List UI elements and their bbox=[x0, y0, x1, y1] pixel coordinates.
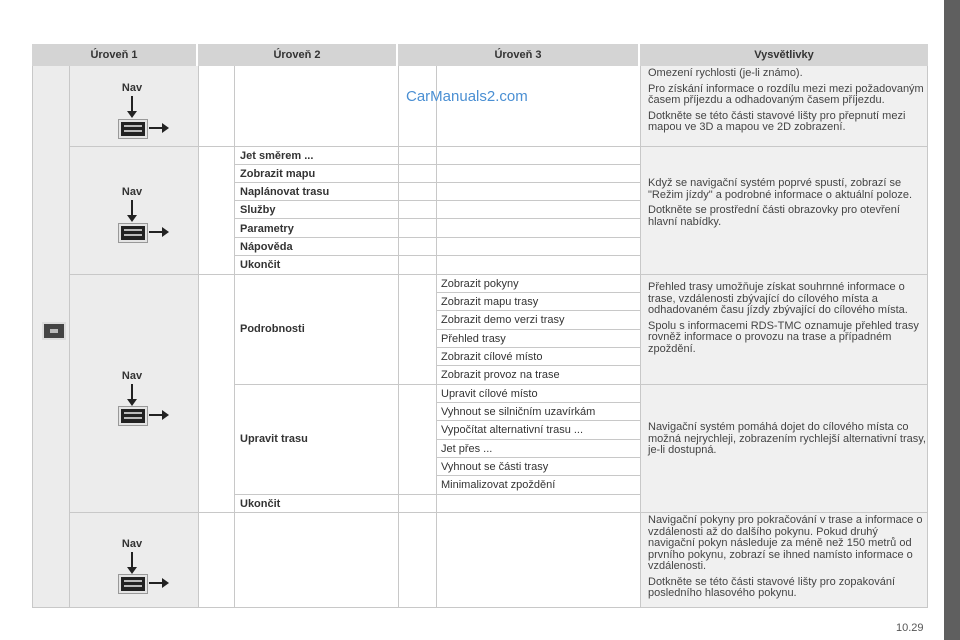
row-divider bbox=[234, 255, 640, 256]
right-arrow-icon bbox=[149, 127, 163, 129]
page-number: 10.29 bbox=[896, 622, 924, 634]
submenu-item-zobrazit-mapu-trasy[interactable]: Zobrazit mapu trasy bbox=[441, 296, 539, 308]
navigation-mode-icon bbox=[42, 322, 66, 340]
row-divider bbox=[436, 475, 640, 476]
description-text: Dotkněte se této části stavové lišty pro zopakování posledního hlasového pokynu. bbox=[648, 575, 896, 599]
submenu-item-upravit-cilove-misto[interactable]: Upravit cílové místo bbox=[441, 388, 538, 400]
screen-icon bbox=[119, 575, 147, 593]
row-divider bbox=[234, 182, 640, 183]
right-arrow-icon bbox=[149, 414, 163, 416]
row-divider bbox=[436, 347, 640, 348]
nav-column bbox=[69, 66, 198, 608]
row-divider bbox=[69, 146, 928, 147]
header-level3 bbox=[398, 44, 638, 66]
row-divider bbox=[234, 164, 640, 165]
menu-item-ukoncit[interactable]: Ukončit bbox=[240, 259, 281, 271]
row-divider bbox=[436, 310, 640, 311]
header-explanations-label: Vysvětlivky bbox=[754, 49, 814, 61]
description-text: Dotkněte se této části stavové lišty pro přepnutí mezi mapou ve 3D a mapou ve 2D zobrazení. bbox=[648, 109, 906, 133]
level3-indent-column bbox=[398, 66, 436, 608]
down-arrow-icon bbox=[131, 96, 133, 112]
row-divider bbox=[436, 457, 640, 458]
submenu-item-alternativni-trasa[interactable]: Vypočítat alternativní trasu ... bbox=[441, 424, 584, 436]
screen-icon bbox=[119, 407, 147, 425]
submenu-item-prehled-trasy[interactable]: Přehled trasy bbox=[441, 333, 506, 345]
header-explanations bbox=[640, 44, 928, 66]
screen-icon bbox=[119, 224, 147, 242]
down-arrow-icon bbox=[131, 200, 133, 216]
row-divider bbox=[436, 292, 640, 293]
submenu-item-vyhnout-uzavirkam[interactable]: Vyhnout se silničním uzavírkám bbox=[441, 406, 596, 418]
header-level2-label: Úroveň 2 bbox=[273, 49, 321, 61]
row-divider bbox=[69, 512, 928, 513]
level2-column bbox=[234, 66, 398, 608]
upravit-description bbox=[648, 422, 928, 461]
description-text: Když se navigační systém poprvé spustí, zobrazí se "Režim jízdy" a podrobné informace o aktuální poloze. bbox=[648, 177, 913, 201]
submenu-item-minimalizovat-zpozdeni[interactable]: Minimalizovat zpoždění bbox=[441, 479, 556, 491]
row-divider bbox=[234, 218, 640, 219]
menu-item-naplanovat-trasu[interactable]: Naplánovat trasu bbox=[240, 186, 330, 198]
submenu-item-zobrazit-provoz[interactable]: Zobrazit provoz na trase bbox=[441, 369, 560, 381]
menu-item-jet-smerem[interactable]: Jet směrem ... bbox=[240, 150, 314, 162]
nav-label: Nav bbox=[121, 82, 143, 94]
row-divider bbox=[436, 420, 640, 421]
row-divider bbox=[234, 384, 928, 385]
submenu-item-vyhnout-casti-trasy[interactable]: Vyhnout se části trasy bbox=[441, 461, 549, 473]
description-text: Spolu s informacemi RDS-TMC oznamuje přehled trasy rovněž informace o provozu na trase a případném zpoždění. bbox=[648, 319, 919, 355]
podrobnosti-description bbox=[648, 282, 928, 359]
row-divider bbox=[436, 365, 640, 366]
menu-item-upravit-trasu[interactable]: Upravit trasu bbox=[240, 433, 308, 445]
nav-label: Nav bbox=[121, 370, 143, 382]
submenu-item-zobrazit-cilove-misto[interactable]: Zobrazit cílové místo bbox=[441, 351, 543, 363]
submenu-item-zobrazit-pokyny[interactable]: Zobrazit pokyny bbox=[441, 278, 519, 290]
description-text: Navigační systém pomáhá dojet do cílového místa co možná nejrychleji, zobrazením rychlejší alternativní trasy, je-li dostupná. bbox=[648, 421, 926, 456]
row4-description bbox=[648, 515, 928, 604]
menu-item-napoveda[interactable]: Nápověda bbox=[240, 241, 293, 253]
submenu-item-zobrazit-demo[interactable]: Zobrazit demo verzi trasy bbox=[441, 314, 565, 326]
level2-indent-column bbox=[198, 66, 234, 608]
row-divider bbox=[436, 329, 640, 330]
row-divider bbox=[69, 274, 928, 275]
row2-description bbox=[648, 178, 928, 232]
down-arrow-icon bbox=[131, 552, 133, 568]
header-level1 bbox=[32, 44, 196, 66]
header-level3-label: Úroveň 3 bbox=[494, 49, 542, 61]
row-divider bbox=[234, 237, 640, 238]
menu-item-ukoncit-2[interactable]: Ukončit bbox=[240, 498, 281, 510]
row-divider bbox=[436, 402, 640, 403]
menu-item-zobrazit-mapu[interactable]: Zobrazit mapu bbox=[240, 168, 316, 180]
description-text: Dotkněte se prostřední části obrazovky pro otevření hlavní nabídky. bbox=[648, 204, 900, 228]
menu-item-sluzby[interactable]: Služby bbox=[240, 204, 276, 216]
submenu-item-jet-pres[interactable]: Jet přes ... bbox=[441, 443, 493, 455]
row-divider bbox=[234, 494, 640, 495]
nav-label: Nav bbox=[121, 538, 143, 550]
header-level2 bbox=[198, 44, 396, 66]
description-text: Navigační pokyny pro pokračování v trase a informace o vzdálenosti až do dalšího pokynu. Pokud druhý navigační pokyn následuje za méně než 150 metrů od prvního pokynu, zobrazí se ihned namísto informace o vzdálenosti. bbox=[648, 514, 923, 572]
menu-item-parametry[interactable]: Parametry bbox=[240, 223, 294, 235]
watermark: CarManuals2.com bbox=[406, 88, 528, 105]
right-arrow-icon bbox=[149, 231, 163, 233]
row-divider bbox=[234, 200, 640, 201]
screen-icon bbox=[119, 120, 147, 138]
description-text: Omezení rychlosti (je-li známo). bbox=[648, 67, 803, 79]
description-text: Pro získání informace o rozdílu mezi mezi požadovaným časem příjezdu a odhadovaným časem příjezdu. bbox=[648, 82, 924, 106]
right-arrow-icon bbox=[149, 582, 163, 584]
nav-label: Nav bbox=[121, 186, 143, 198]
row1-description bbox=[648, 68, 928, 138]
header-level1-label: Úroveň 1 bbox=[90, 49, 138, 61]
down-arrow-icon bbox=[131, 384, 133, 400]
description-text: Přehled trasy umožňuje získat souhrnné informace o trase, vzdálenosti zbývající do cílového místa a odhadovaném času jízdy zbývající do cílového místa. bbox=[648, 281, 908, 316]
menu-item-podrobnosti[interactable]: Podrobnosti bbox=[240, 323, 305, 335]
row-divider bbox=[436, 439, 640, 440]
side-tab-bar bbox=[944, 0, 960, 640]
